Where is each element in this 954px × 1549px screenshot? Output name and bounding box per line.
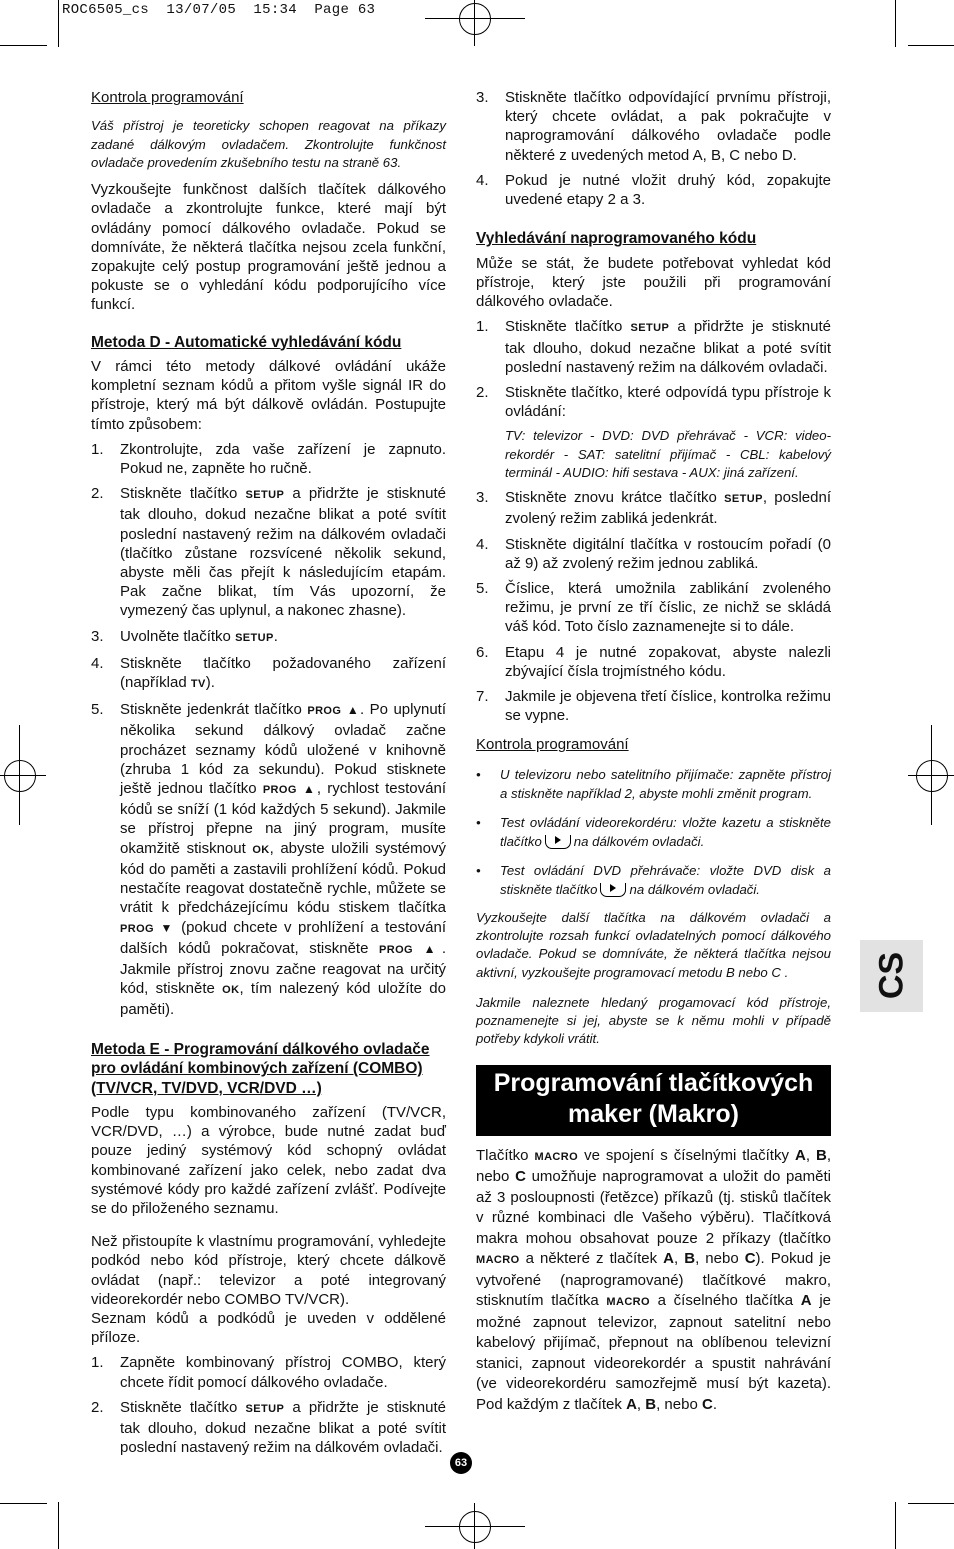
section-heading: Metoda E - Programování dálkového ovladače pro ovládání kombinových zařízení (COMBO) (TV/VCR, TV/DVD, VCR/DVD …) bbox=[91, 1040, 430, 1097]
list-item: 2. Stiskněte tlačítko SETUP a přidržte je stisknuté tak dlouho, dokud nezačne blikat a poté svítit poslední nastavený režim na dálkovém ovladači. bbox=[91, 1398, 446, 1457]
list-item: 1. Zkontrolujte, zda vaše zařízení je zapnuto. Pokud ne, zapněte ho ručně. bbox=[91, 440, 446, 478]
list-item: 1. Stiskněte tlačítko SETUP a přidržte je stisknuté tak dlouho, dokud nezačne blikat a poté svítit poslední nastavený režim na dálkovém ovladači. bbox=[476, 318, 831, 376]
macro-section-title: Programování tlačítkových maker (Makro) bbox=[476, 1065, 831, 1136]
crop-mark bbox=[908, 45, 954, 46]
key-label: OK bbox=[252, 843, 270, 856]
key-label: MACRO bbox=[476, 1254, 520, 1267]
list-item: • Test ovládání videorekordéru: vložte kazetu a stiskněte tlačítko na dálkovém ovladači. bbox=[476, 814, 831, 849]
registration-mark bbox=[425, 1526, 525, 1527]
key-label: OK bbox=[222, 984, 240, 997]
language-tab: CS bbox=[860, 940, 923, 1012]
italic-note: Vyzkoušejte další tlačítka na dálkovém ovladači a zkontrolujte rozsah funkcí ovladatelných pomocí dálkového ovladače. Pokud se domníváte, že některá tlačítka nejsou aktivní, vyzkoušejte programovací metodu B nebo C . bbox=[476, 909, 831, 980]
list-item: • U televizoru nebo satelitního přijímače: zapněte přístroj a stiskněte například 2, abyste mohli změnit program. bbox=[476, 766, 831, 801]
registration-mark bbox=[459, 3, 491, 35]
page-number: 63 bbox=[450, 1452, 472, 1474]
up-arrow-icon: ▲ bbox=[346, 703, 361, 718]
italic-note: Váš přístroj je teoreticky schopen reagovat na příkazy zadané dálkovým ovladačem. Zkontrolujte funkčnost ovladače provedením zkušebního testu na straně 63. bbox=[91, 118, 446, 170]
crop-mark bbox=[58, 1502, 59, 1549]
list-item: 2. Stiskněte tlačítko SETUP a přidržte je stisknuté tak dlouho, dokud nezačne blikat a poté svítit poslední nastavený režim na dálkovém ovladači (tlačítko zůstane rozsvícené několik sekund, abyste měli čas přejít k následujícím etapám. Pak začne blikat, tím Vás upozorní, že vymezený čas uplynul, a nakonec zhasne). bbox=[91, 485, 446, 620]
list-item: 4. Stiskněte tlačítko požadovaného zařízení (například TV). bbox=[91, 654, 446, 692]
print-header: ROC6505_cs 13/07/05 15:34 Page 63 bbox=[62, 2, 376, 18]
list-item: 5. Číslice, která umožnila zablikání zvoleného režimu, je první ze tří číslic, ze nichž se skládá váš kód. Toto číslo zaznamenejte si to dále. bbox=[476, 580, 831, 636]
registration-mark bbox=[474, 0, 475, 46]
key-label: MACRO bbox=[606, 1296, 650, 1309]
section-heading: Metoda D - Automatické vyhledávání kódu bbox=[91, 333, 402, 351]
registration-mark bbox=[425, 18, 525, 19]
key-label: TV bbox=[190, 678, 206, 691]
key-label: PROG bbox=[120, 922, 154, 935]
list-item: 5. Stiskněte jedenkrát tlačítko PROG ▲. Po uplynutí několika sekund dálkový ovladač začne procházet seznamy kódů uložené v knihovně (zhruba 1 kód za sekundu). Pokud stisknete ještě jednou tlačítko PROG ▲, rychlost testování kódů se sníží (1 kód každých 5 sekund). Jakmile se přístroj přepne na jiný program, musíte okamžitě stisknout OK, abyste uložili systémový kód do paměti a zastavili prohlížení kódů. Pokud nestačíte reagovat dostatečně rychle, můžete se vrátit k předcházejícímu kódu stiskem tlačítka PROG ▼ (pokud chcete v prohlížení a testování dalších kódů pokračovat, stiskněte PROG ▲. Jakmile přístroj znovu začne reagovat na určitý kód, stiskněte OK, tím nalezený kód uložíte do paměti). bbox=[91, 701, 447, 1019]
key-label: SETUP bbox=[245, 489, 285, 502]
steps-list bbox=[476, 317, 831, 725]
list-item: 4. Pokud je nutné vložit druhý kód, zopakujte uvedené etapy 2 a 3. bbox=[476, 171, 831, 209]
italic-note: TV: televizor - DVD: DVD přehrávač - VCR: video-rekordér - SAT: satelitní přijímač - CBL: kabelový terminál - AUDIO: hifi sestava - AUX: jiná zařízení. bbox=[505, 428, 831, 480]
paragraph: Může se stát, že budete potřebovat vyhledat kód přístroje, který jste použili při programování dálkového ovladače. bbox=[476, 254, 831, 311]
list-item: 1. Zapněte kombinovaný přístroj COMBO, který chcete řídit pomocí dálkového ovladače. bbox=[91, 1354, 446, 1391]
steps-list bbox=[476, 88, 831, 209]
crop-mark bbox=[895, 0, 896, 47]
registration-mark bbox=[916, 760, 948, 792]
list-item: 3. Uvolněte tlačítko SETUP. bbox=[91, 627, 278, 645]
paragraph: Tlačítko MACRO ve spojení s číselnými tlačítky A, B, nebo C umožňuje naprogramovat a uložit do paměti až 3 posloupnosti (řetězce) příkazů (tj. stisků tlačítek v různé kombinaci dle Vašeho výběru). Tlačítková makra mohou obsahovat pouze 2 příkazy (tlačítko MACRO a některé z tlačítek A, B, nebo C). Pokud je vytvořené (naprogramované) tlačítkové makro, stisknutím tlačítka MACRO a číselného tlačítka A je možné zapnout televizor, zapnout satelitní nebo kabelový přijímač, přepnout na oblíbenou televizní stanici, zapnout videorekordér a spustit nahrávání (ve videorekordéru samozřejmě musí být kazeta). Pod každým z tlačítek A, B, nebo C. bbox=[476, 1146, 832, 1413]
list-item: 7. Jakmile je objevena třetí číslice, kontrolka režimu se vypne. bbox=[476, 688, 831, 725]
crop-mark bbox=[0, 45, 47, 46]
crop-mark bbox=[908, 1503, 954, 1504]
down-arrow-icon: ▼ bbox=[160, 920, 175, 935]
play-icon bbox=[600, 883, 626, 897]
key-label: PROG bbox=[379, 943, 413, 956]
bullet-list bbox=[476, 765, 831, 899]
key-label: SETUP bbox=[630, 322, 670, 335]
paragraph: Seznam kódů a podkódů je uveden v oddělené příloze. bbox=[91, 1310, 446, 1347]
right-column bbox=[476, 88, 831, 1423]
section-title: Kontrola programování bbox=[91, 89, 244, 106]
registration-mark bbox=[4, 760, 36, 792]
registration-mark bbox=[459, 1511, 491, 1543]
list-item: 3. Stiskněte znovu krátce tlačítko SETUP, poslední zvolený režim zabliká jedenkrát. bbox=[476, 489, 832, 528]
list-item: 4. Stiskněte digitální tlačítka v rostoucím pořadí (0 až 9) až zvolený režim jednou zabliká. bbox=[476, 535, 831, 572]
play-icon bbox=[545, 835, 571, 849]
left-column bbox=[91, 88, 446, 1465]
key-label: PROG bbox=[307, 705, 342, 718]
paragraph: Podle typu kombinovaného zařízení (TV/VCR, VCR/DVD, …) a výrobce, bude nutné zadat buď pouze jediný systémový kód schopný ovládat kombinované zařízení jako celek, nebo zadat dva systémové kódy pro každé zařízení zvlášť. Podívejte se do přiloženého seznamu. bbox=[91, 1104, 446, 1218]
key-label: MACRO bbox=[534, 1150, 579, 1163]
section-title: Kontrola programování bbox=[476, 736, 629, 754]
registration-mark bbox=[0, 775, 46, 776]
key-label: SETUP bbox=[235, 631, 274, 644]
up-arrow-icon: ▲ bbox=[423, 941, 442, 956]
section-heading: Vyhledávání naprogramovaného kódu bbox=[476, 230, 757, 248]
italic-note: Jakmile naleznete hledaný progamovací kód přístroje, poznamenejte si jej, abyste se k němu mohli v případě potřeby kdykoli vrátit. bbox=[476, 994, 831, 1047]
key-label: SETUP bbox=[245, 1402, 285, 1415]
key-label: PROG bbox=[262, 784, 297, 797]
registration-mark bbox=[908, 775, 954, 776]
crop-mark bbox=[895, 1502, 896, 1549]
crop-mark bbox=[0, 1503, 47, 1504]
list-item: • Test ovládání DVD přehrávače: vložte DVD disk a stiskněte tlačítko na dálkovém ovladači. bbox=[476, 862, 831, 897]
up-arrow-icon: ▲ bbox=[303, 782, 317, 797]
paragraph: V rámci této metody dálkové ovládání ukáže kompletní seznam kódů a přitom vyšle signál IR do přístroje, který má být dálkově ovládán. Postupujte tímto způsobem: bbox=[91, 358, 446, 433]
list-item: 3. Stiskněte tlačítko odpovídající prvnímu přístroji, který chcete ovládat, a pak pokračujte v naprogramování dálkového ovladače podle některé z uvedených metod A, B, C nebo D. bbox=[476, 89, 831, 164]
list-item: 2. Stiskněte tlačítko, které odpovídá typu přístroje k ovládání: TV: televizor - DVD: DVD přehrávač - VCR: video-rekordér - SAT: satelitní přijímač - CBL: kabelový terminál - AUDIO: hifi sestava - AUX: jiná zařízení. bbox=[476, 383, 831, 482]
key-label: SETUP bbox=[724, 493, 763, 506]
paragraph: Než přistoupíte k vlastnímu programování, vyhledejte podkód nebo kód přístroje, který chcete dálkově ovládat (např.: televizor a poté integrovaný videorekordér nebo COMBO TV/VCR). bbox=[91, 1233, 446, 1308]
paragraph: Vyzkoušejte funkčnost dalších tlačítek dálkového ovladače a zkontrolujte funkce, které mají být ovládány pomocí dálkového ovladače. Pokud se domníváte, že některá tlačítka nejsou zcela funkční, zopakujte celý postup programování ještě jednou a pokuste se o vyhledání kódu podporujícího více funkcí. bbox=[91, 181, 446, 314]
crop-mark bbox=[58, 0, 59, 47]
steps-list bbox=[91, 1353, 446, 1457]
list-item: 6. Etapu 4 je nutné zopakovat, abyste nalezli zbývající čísla trojmístného kódu. bbox=[476, 643, 831, 680]
steps-list bbox=[91, 440, 446, 1020]
